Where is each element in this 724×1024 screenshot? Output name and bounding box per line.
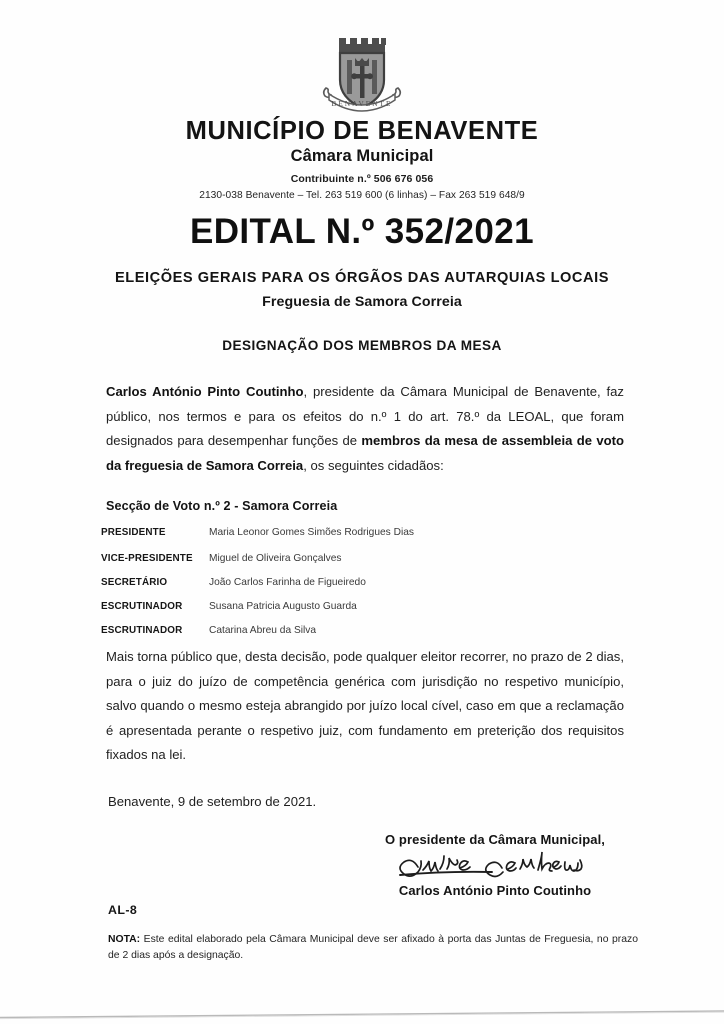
table-row — [101, 553, 531, 577]
crest-ribbon-text: BENAVENTE — [331, 100, 393, 108]
member-role: ESCRUTINADOR — [101, 625, 183, 636]
date-line: Benavente, 9 de setembro de 2021. — [108, 794, 317, 809]
intro-text-part2: , os seguintes cidadãos: — [303, 457, 444, 473]
table-row — [101, 601, 531, 625]
member-role: ESCRUTINADOR — [101, 601, 183, 612]
nota-text: Este edital elaborado pela Câmara Municipal deve ser afixado à porta das Juntas de Freguesia, no prazo de 2 dias após a designação. — [108, 934, 638, 961]
nota-footer — [108, 932, 638, 963]
members-table — [101, 527, 531, 649]
signature-title: O presidente da Câmara Municipal, — [384, 832, 606, 847]
election-title: ELEIÇÕES GERAIS PARA OS ÓRGÃOS DAS AUTARQUIAS LOCAIS — [114, 270, 610, 286]
edital-number: EDITAL N.º 352/2021 — [190, 212, 534, 251]
coat-of-arms-icon — [316, 36, 408, 118]
intro-president-name: Carlos António Pinto Coutinho — [106, 384, 304, 399]
member-role: VICE-PRESIDENTE — [101, 553, 193, 564]
nota-label: NOTA: — [108, 934, 141, 945]
handwritten-signature-icon — [390, 848, 600, 882]
signature-block — [370, 832, 620, 898]
member-name: João Carlos Farinha de Figueiredo — [209, 577, 366, 588]
member-name: Maria Leonor Gomes Simões Rodrigues Dias — [209, 527, 414, 538]
scan-edge-artifact — [0, 1000, 724, 1024]
table-row — [101, 527, 531, 553]
coat-of-arms-container — [0, 36, 724, 118]
org-name: MUNICÍPIO DE BENAVENTE — [185, 117, 539, 145]
table-row — [101, 577, 531, 601]
member-name: Miguel de Oliveira Gonçalves — [209, 553, 342, 564]
member-name: Susana Patricia Augusto Guarda — [209, 601, 357, 612]
intro-paragraph — [106, 380, 624, 478]
contact-line: 2130-038 Benavente – Tel. 263 519 600 (6 linhas) – Fax 263 519 648/9 — [199, 189, 525, 201]
section-heading: Secção de Voto n.º 2 - Samora Correia — [106, 499, 338, 513]
organisation-block — [0, 118, 724, 201]
member-role: PRESIDENTE — [101, 527, 166, 538]
document-subject: DESIGNAÇÃO DOS MEMBROS DA MESA — [222, 338, 502, 353]
recourse-paragraph: Mais torna público que, desta decisão, pode qualquer eleitor recorrer, no prazo de 2 dias, para o juiz do juízo de competência genérica com jurisdição no respetivo município, salvo quando o mesmo esteja abrangido por juízo local cível, caso em que a reclamação é apresentada perante o respetivo juiz, com fundamento em preterição dos requisitos fixados na lei. — [106, 649, 624, 762]
intro-text-part1: , presidente da Câmara Municipal de Benavente, faz público, nos termos e para os efeitos do n.º 1 do art. 78.º da LEOAL, que foram designados para desempenhar funções de — [106, 384, 624, 448]
freguesia-title: Freguesia de Samora Correia — [262, 294, 462, 310]
tax-number: Contribuinte n.º 506 676 056 — [290, 172, 434, 185]
org-subtitle: Câmara Municipal — [290, 146, 434, 165]
member-name: Catarina Abreu da Silva — [209, 625, 317, 636]
member-role: SECRETÁRIO — [101, 577, 168, 588]
form-code: AL-8 — [108, 903, 138, 917]
signature-name: Carlos António Pinto Coutinho — [398, 883, 592, 898]
intro-bold-role: membros da mesa de assembleia de voto da freguesia de Samora Correia — [106, 433, 624, 473]
